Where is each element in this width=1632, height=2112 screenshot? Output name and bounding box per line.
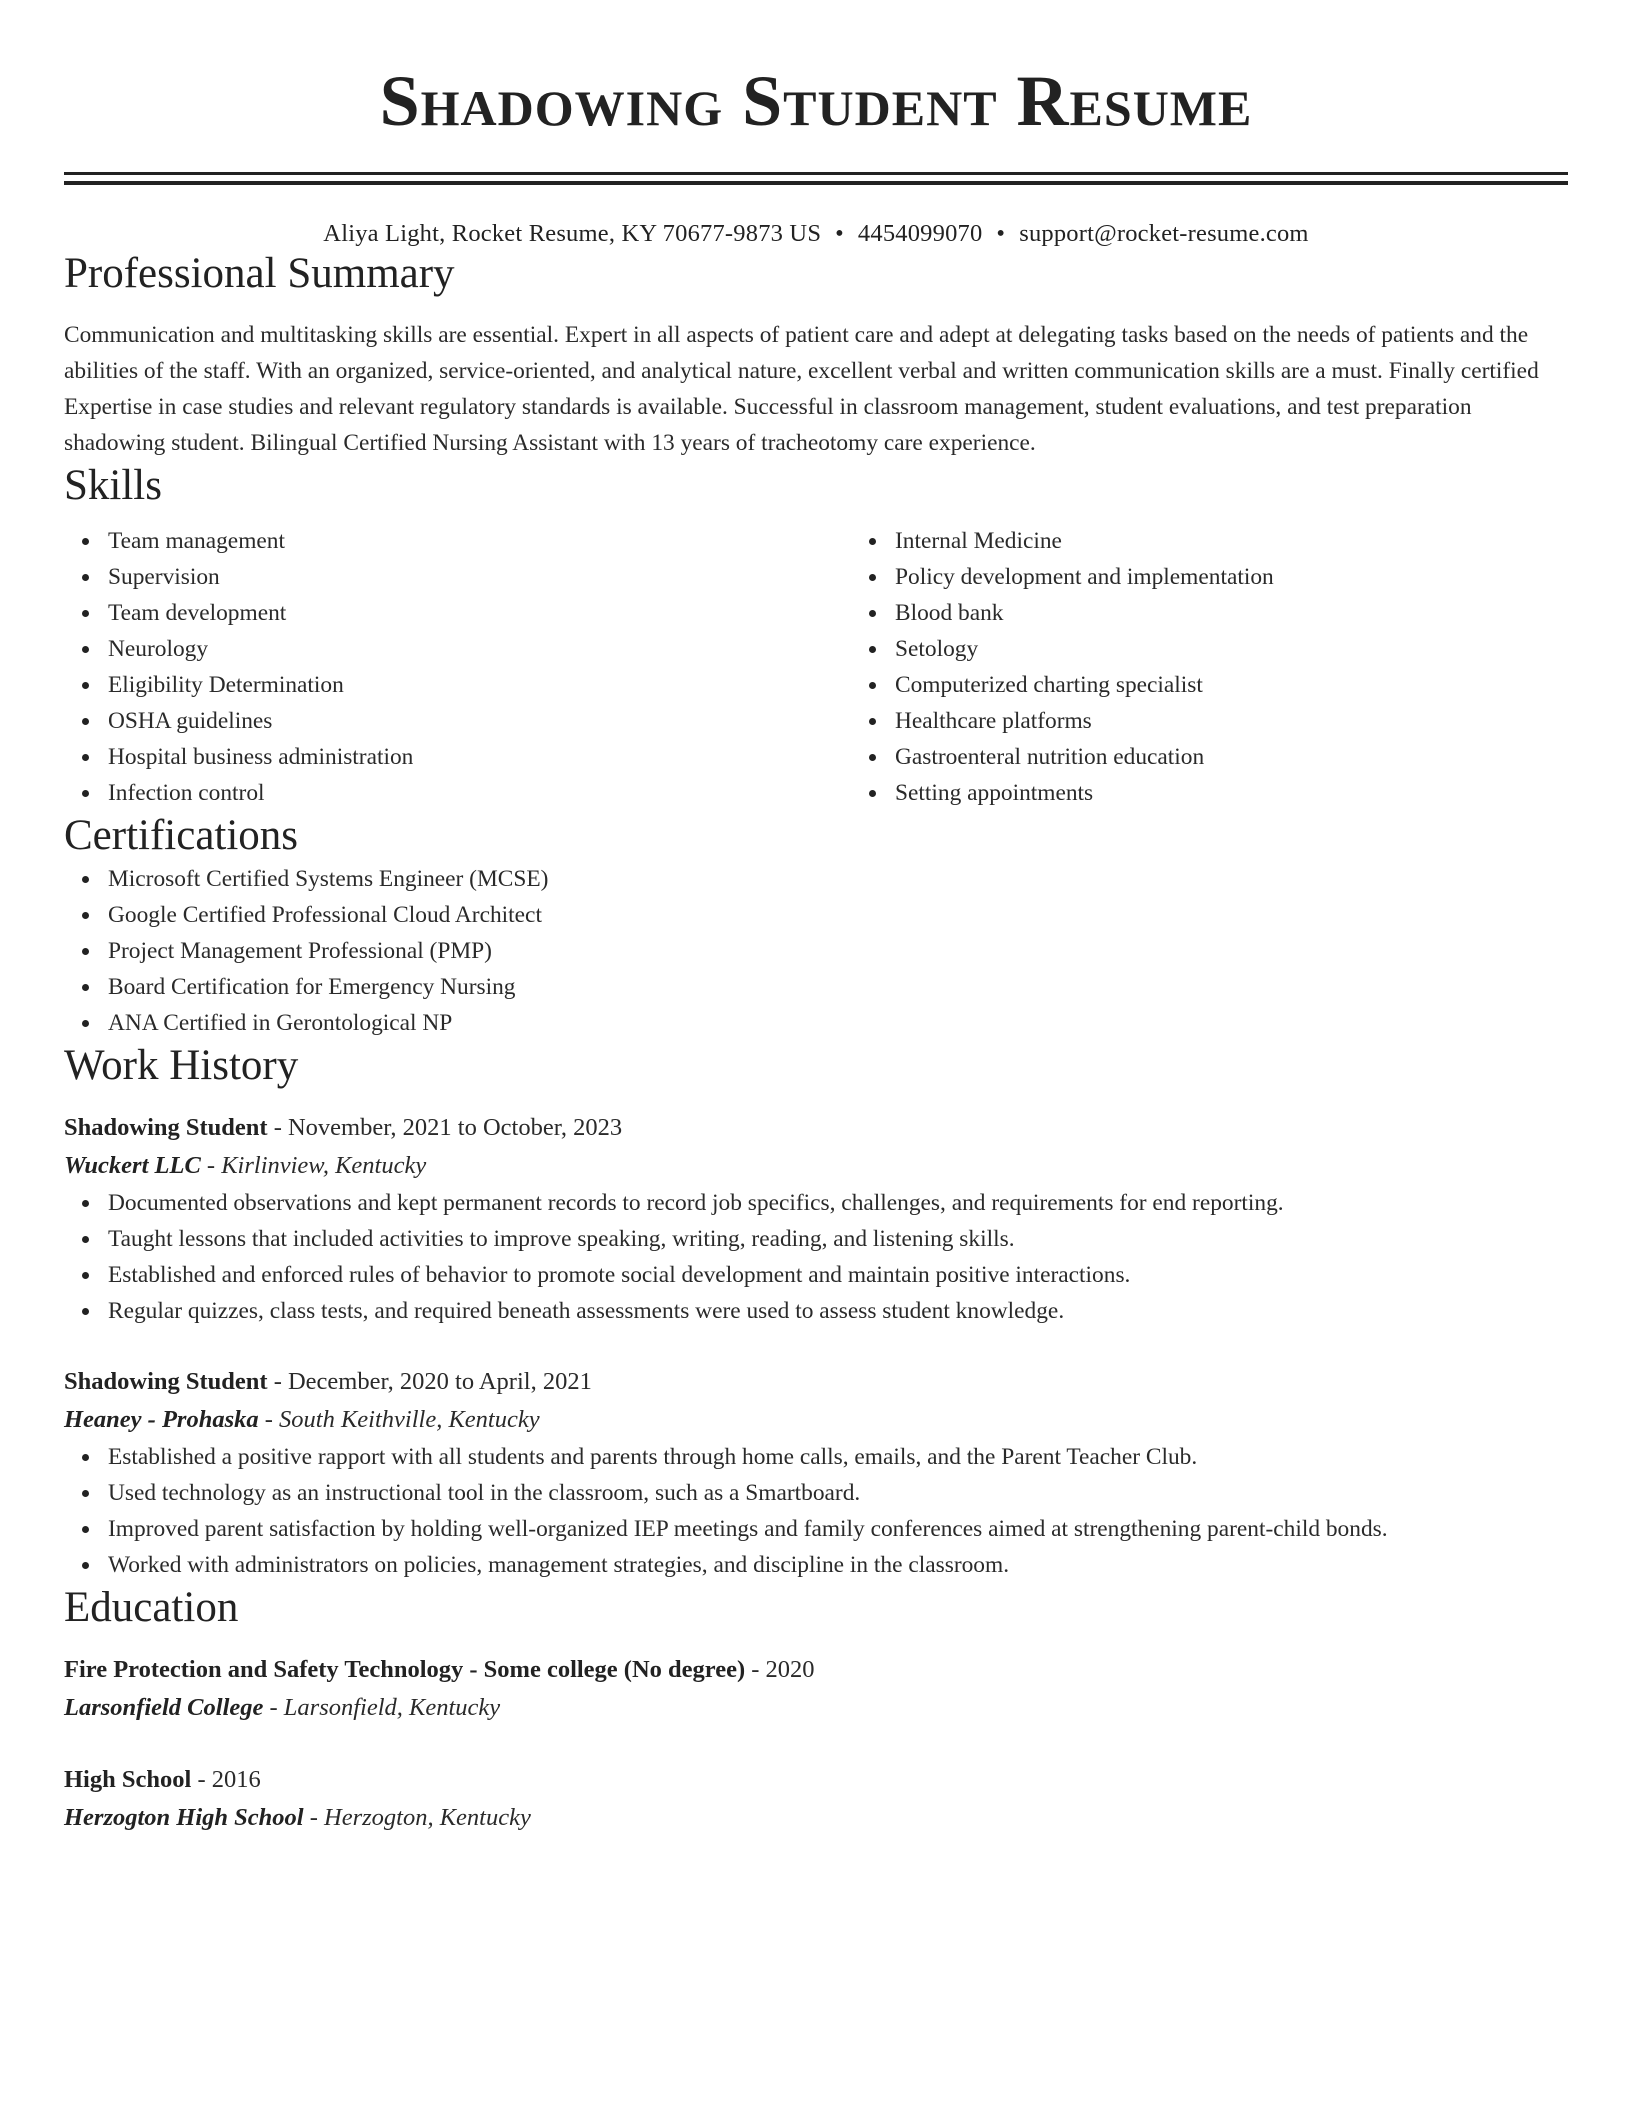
contact-phone: 4454099070 (857, 220, 983, 247)
education-school: Herzogton High School (64, 1804, 304, 1831)
job-bullet: Worked with administrators on policies, management strategies, and discipline in the classroom. (108, 1547, 1568, 1583)
education-year: - 2020 (745, 1656, 815, 1683)
resume-title: Shadowing Student Resume (379, 61, 1253, 141)
summary-text: Communication and multitasking skills are essential. Expert in all aspects of patient care and adept at delegating tasks based on the needs of patients and the abilities of the staff. With an organized, service-oriented, and analytical nature, excellent verbal and written communication skills are a must. Finally certified Expertise in case studies and relevant regulatory standards is available. Successful in classroom management, student evaluations, and test preparation shadowing student. Bilingual Certified Nursing Assistant with 13 years of tracheotomy care experience. (64, 322, 1539, 456)
job-location: - South Keithville, Kentucky (258, 1406, 540, 1433)
skill-item: Internal Medicine (895, 523, 1568, 559)
skill-item: Computerized charting specialist (895, 667, 1568, 703)
job-bullet: Taught lessons that included activities to improve speaking, writing, reading, and listening skills. (108, 1221, 1568, 1257)
title-rule-bottom (64, 181, 1568, 185)
job-company: Wuckert LLC (64, 1152, 201, 1179)
contact-email: support@rocket-resume.com (1019, 220, 1309, 247)
education-school: Larsonfield College (64, 1694, 264, 1721)
job-bullet: Established a positive rapport with all students and parents through home calls, emails, and the Parent Teacher Club. (108, 1439, 1568, 1475)
work-history-heading: Work History (64, 1042, 299, 1089)
education-school-line (64, 1689, 1568, 1727)
contact-separator: • (996, 220, 1006, 247)
certifications-heading: Certifications (64, 812, 299, 859)
education-heading: Education (64, 1584, 239, 1631)
summary-heading: Professional Summary (64, 250, 455, 297)
job-title: Shadowing Student (64, 1114, 268, 1141)
certification-item: Board Certification for Emergency Nursing (108, 969, 1568, 1005)
job-title: Shadowing Student (64, 1368, 268, 1395)
job-title-line (64, 1109, 1568, 1147)
education-entry (64, 1761, 1568, 1837)
skill-item: Hospital business administration (108, 739, 851, 775)
skills-columns (64, 523, 1568, 811)
job-company: Heaney - Prohaska (64, 1406, 259, 1433)
skill-item: Setting appointments (895, 775, 1568, 811)
work-entry (64, 1109, 1568, 1329)
education-location: - Larsonfield, Kentucky (263, 1694, 501, 1721)
education-school-line (64, 1799, 1568, 1837)
skills-left-list (64, 523, 851, 811)
job-dates: - November, 2021 to October, 2023 (267, 1114, 623, 1141)
contact-separator: • (835, 220, 844, 247)
education-degree-line (64, 1651, 1568, 1689)
education-degree: Fire Protection and Safety Technology - Some college (No degree) (64, 1656, 746, 1683)
skill-item: Neurology (108, 631, 851, 667)
certification-item: Microsoft Certified Systems Engineer (MCSE) (108, 861, 1568, 897)
job-dates: - December, 2020 to April, 2021 (267, 1368, 592, 1395)
job-bullets (64, 1439, 1568, 1583)
work-entry (64, 1363, 1568, 1583)
education-entry (64, 1651, 1568, 1727)
skill-item: Team development (108, 595, 851, 631)
education-year: - 2016 (191, 1766, 261, 1793)
skill-item: Blood bank (895, 595, 1568, 631)
skill-item: Healthcare platforms (895, 703, 1568, 739)
job-company-line (64, 1401, 1568, 1439)
job-bullet: Used technology as an instructional tool in the classroom, such as a Smartboard. (108, 1475, 1568, 1511)
certification-item: ANA Certified in Gerontological NP (108, 1005, 1568, 1041)
job-company-line (64, 1147, 1568, 1185)
education-location: - Herzogton, Kentucky (303, 1804, 531, 1831)
education-degree: High School (64, 1766, 192, 1793)
title-rule-top (64, 172, 1568, 175)
job-location: - Kirlinview, Kentucky (200, 1152, 427, 1179)
contact-line (64, 219, 1568, 249)
skill-item: Setology (895, 631, 1568, 667)
certifications-list (64, 861, 1568, 1041)
skill-item: Supervision (108, 559, 851, 595)
job-bullet: Documented observations and kept permanent records to record job specifics, challenges, and requirements for end reporting. (108, 1185, 1568, 1221)
skill-item: Infection control (108, 775, 851, 811)
job-bullet: Established and enforced rules of behavior to promote social development and maintain positive interactions. (108, 1257, 1568, 1293)
certification-item: Project Management Professional (PMP) (108, 933, 1568, 969)
skill-item: Policy development and implementation (895, 559, 1568, 595)
skill-item: Team management (108, 523, 851, 559)
skills-right-list (851, 523, 1568, 811)
job-title-line (64, 1363, 1568, 1401)
skills-heading: Skills (64, 462, 162, 509)
job-bullet: Improved parent satisfaction by holding well-organized IEP meetings and family conferences aimed at strengthening parent-child bonds. (108, 1511, 1568, 1547)
skill-item: OSHA guidelines (108, 703, 851, 739)
education-degree-line (64, 1761, 1568, 1799)
skill-item: Gastroenteral nutrition education (895, 739, 1568, 775)
contact-address: Aliya Light, Rocket Resume, KY 70677-9873 US (323, 220, 822, 247)
job-bullet: Regular quizzes, class tests, and required beneath assessments were used to assess student knowledge. (108, 1293, 1568, 1329)
skill-item: Eligibility Determination (108, 667, 851, 703)
certification-item: Google Certified Professional Cloud Architect (108, 897, 1568, 933)
job-bullets (64, 1185, 1568, 1329)
